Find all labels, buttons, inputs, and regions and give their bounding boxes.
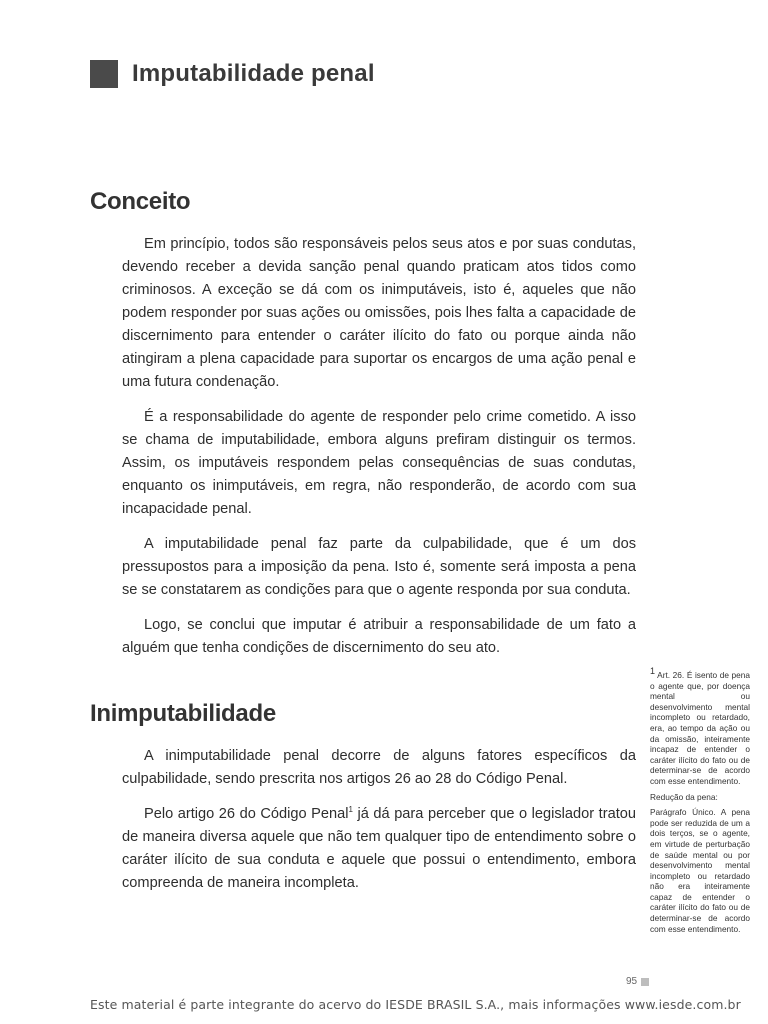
chapter-title: Imputabilidade penal [132, 60, 375, 87]
section-body-conceito [122, 233, 636, 672]
paragraph-text-after: já dá para perceber que o legislador tratou de maneira diversa aquele que não tem qualquer tipo de entendimento sobre o caráter ilícito de sua conduta e aquele que possui o entendimento, embora compreenda de maneira incompleta. [122, 806, 636, 891]
section-heading-inimputabilidade: Inimputabilidade [90, 700, 276, 727]
paragraph-with-footnote [122, 803, 636, 895]
paragraph: Em princípio, todos são responsáveis pelos seus atos e por suas condutas, devendo receber a devida sanção penal quando praticam atos tidos como criminosos. A exceção se dá com os inimputáveis, isto é, aqueles que não podem responder por suas ações ou omissões, pois lhes falta a capacidade de discernimento para entender o caráter ilícito do fato ou porque ainda não atingiram a plena capacidade para suportar os encargos de uma ação penal e uma futura condenação. [122, 236, 636, 390]
paragraph-text-before: Pelo artigo 26 do Código Penal [144, 806, 349, 822]
footnote-number: 1 [650, 666, 656, 677]
footnote-marker: 1 [348, 805, 353, 815]
paragraph: É a responsabilidade do agente de responder pelo crime cometido. A isso se chama de imputabilidade, embora alguns prefiram distinguir os termos. Assim, os imputáveis respondem pelas consequências de suas condutas, enquanto os inimputáveis, em regra, não responderão, de acordo com sua incapacidade penal. [122, 409, 636, 517]
sidebar-subheading: Redução da pena: [650, 791, 718, 802]
section-heading-conceito: Conceito [90, 188, 191, 215]
section-body-inimputabilidade [122, 745, 636, 907]
chapter-header [90, 58, 375, 90]
paragraph: A inimputabilidade penal decorre de alguns fatores específicos da culpabilidade, sendo prescrita nos artigos 26 ao 28 do Código Penal. [122, 748, 636, 787]
page-square-icon [641, 978, 649, 986]
footer-notice: Este material é parte integrante do acervo do IESDE BRASIL S.A., mais informações www.iesde.com.br [90, 997, 741, 1012]
page-number [626, 976, 649, 987]
chapter-square-icon [90, 60, 118, 88]
paragraph: A imputabilidade penal faz parte da culpabilidade, que é um dos pressupostos para a imposição da pena. Isto é, somente será imposta a pena se se constatarem as condições para que o agente responda por sua conduta. [122, 536, 636, 598]
footnote [650, 666, 750, 787]
footnote-text: Art. 26. É isento de pena o agente que, por doença mental ou desenvolvimento mental incompleto ou retardado, era, ao tempo da ação ou da omissão, inteiramente incapaz de entender o caráter ilícito do fato ou de determinar-se de acordo com esse entendimento. [650, 670, 750, 786]
sidebar-footnote [650, 666, 750, 939]
paragraph: Logo, se conclui que imputar é atribuir a responsabilidade de um fato a alguém que tenha condições de discernimento do seu ato. [122, 617, 636, 656]
sidebar-paragraph: Parágrafo Único. A pena pode ser reduzida de um a dois terços, se o agente, em virtude de perturbação de saúde mental ou por desenvolvimento mental incompleto ou retardado não era inteiramente capaz de entender o caráter ilícito do fato ou de determinar-se de acordo com esse entendimento. [650, 807, 750, 934]
page-number-text: 95 [626, 976, 638, 987]
